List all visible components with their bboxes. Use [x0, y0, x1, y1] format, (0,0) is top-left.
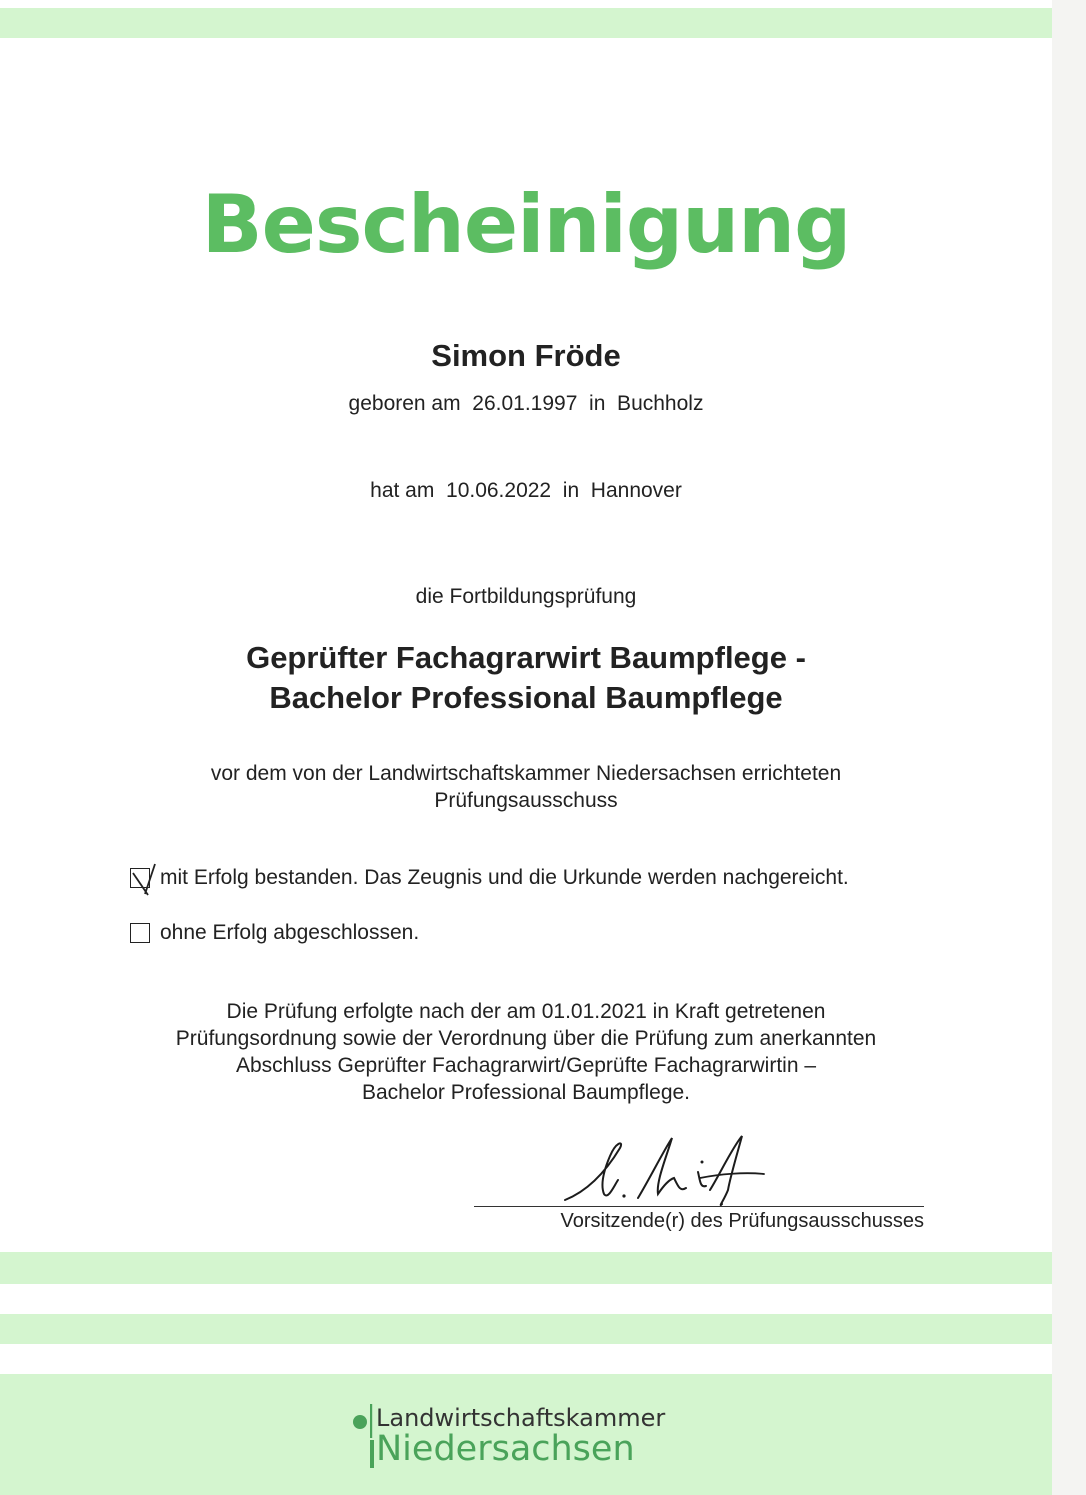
- footer-green-band-1: [0, 1252, 1052, 1284]
- logo-line-1: Landwirtschaftskammer: [376, 1404, 666, 1432]
- option-passed-label: mit Erfolg bestanden. Das Zeugnis und die Urkunde werden nachgereicht.: [160, 866, 849, 889]
- logo-mark-icon: [350, 1400, 376, 1470]
- check-mark-icon: [128, 861, 158, 897]
- exam-intro: die Fortbildungsprüfung: [415, 585, 637, 608]
- handwritten-signature: [560, 1128, 790, 1208]
- exam-date-line: hat am 10.06.2022 in Hannover: [370, 479, 682, 502]
- qualification-line-1: Geprüfter Fachagrarwirt Baumpflege -: [246, 640, 806, 675]
- regulation-line-3: Abschluss Geprüfter Fachagrarwirt/Geprüfte Fachagrarwirtin –: [235, 1054, 817, 1077]
- option-failed: [130, 921, 419, 945]
- regulation-line-2: Prüfungsordnung sowie der Verordnung über die Prüfung zum anerkannten: [175, 1027, 877, 1050]
- chamber-logo: [350, 1400, 665, 1470]
- birth-line: geboren am 26.01.1997 in Buchholz: [348, 392, 704, 415]
- regulation-line-4: Bachelor Professional Baumpflege.: [361, 1081, 691, 1104]
- committee-line-2: Prüfungsausschuss: [434, 789, 618, 812]
- logo-line-2: Niedersachsen: [376, 1429, 635, 1469]
- option-passed: [130, 866, 849, 890]
- footer-green-band-2: [0, 1314, 1052, 1344]
- qualification-line-2: Bachelor Professional Baumpflege: [269, 680, 783, 715]
- regulation-line-1: Die Prüfung erfolgte nach der am 01.01.2021 in Kraft getretenen: [226, 1000, 826, 1023]
- regulation-text: [0, 998, 1052, 1106]
- signature-line: [474, 1206, 924, 1207]
- scan-edge: [1052, 0, 1086, 1495]
- option-failed-label: ohne Erfolg abgeschlossen.: [160, 921, 420, 944]
- document-title: Bescheinigung: [201, 178, 851, 271]
- committee-line-1: vor dem von der Landwirtschaftskammer Niedersachsen errichteten: [210, 762, 842, 785]
- top-green-band: [0, 8, 1052, 38]
- logo-text: [376, 1400, 665, 1467]
- recipient-name: Simon Fröde: [431, 338, 621, 373]
- committee-text: [0, 760, 1052, 814]
- checkbox-passed[interactable]: [130, 868, 150, 888]
- qualification-title: [0, 638, 1052, 718]
- checkbox-failed[interactable]: [130, 923, 150, 943]
- signature-label: Vorsitzende(r) des Prüfungsausschusses: [560, 1210, 924, 1232]
